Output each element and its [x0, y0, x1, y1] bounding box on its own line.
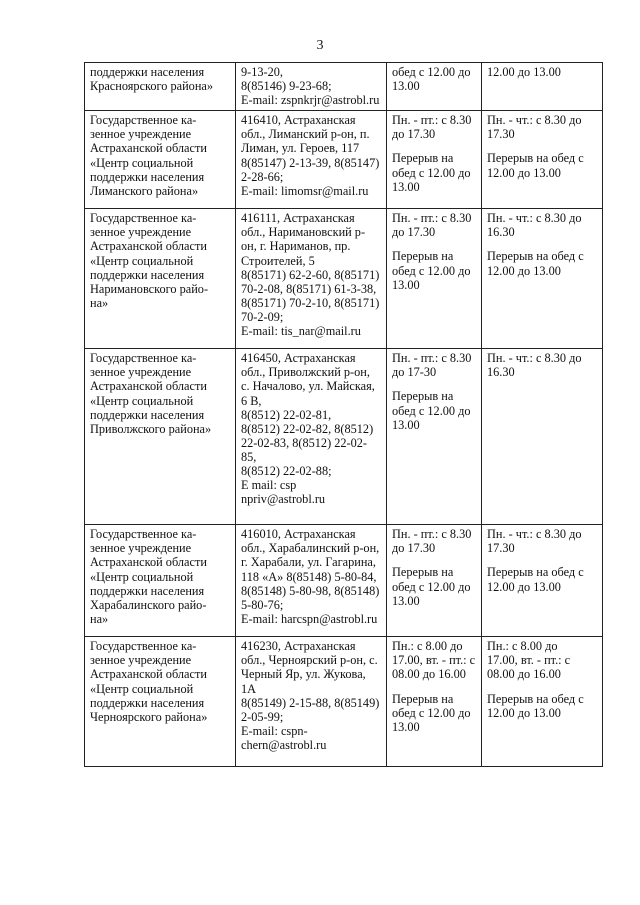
hours-weekday-cell	[387, 63, 482, 111]
organization-name-cell: Государственное ка- зенное учреждение Астраханской области «Центр социальной поддержки населения Харабалинского райо- на»	[85, 525, 236, 637]
break-text: Перерыв на обед с 12.00 до 13.00	[392, 389, 471, 432]
break-text: Перерыв на обед с 12.00 до 13.00	[392, 151, 471, 194]
hours-text: обед с 12.00 до 13.00	[392, 65, 471, 94]
hours-text: Пн. - чт.: с 8.30 до 17.30	[487, 527, 582, 556]
hours-weekday-cell	[387, 111, 482, 209]
hours-text: Пн. - пт.: с 8.30 до 17.30	[392, 527, 472, 556]
organization-name-cell: поддержки населения Красноярского района»	[85, 63, 236, 111]
break-text: Перерыв на обед с 12.00 до 13.00	[392, 249, 471, 292]
table-row	[85, 349, 603, 525]
hours-weekday-cell	[387, 349, 482, 525]
break-text: Перерыв на обед с 12.00 до 13.00	[392, 691, 471, 734]
contacts-cell: 416010, Астраханская обл., Харабалинский р-он, г. Харабали, ул. Гагарина, 118 «А» 8(85148) 5-80-84, 8(85148) 5-80-98, 8(85148) 5-80-76; E-mail: harcspn@astrobl.ru	[236, 525, 387, 637]
contacts-cell: 9-13-20, 8(85146) 9-23-68; E-mail: zspnkrjr@astrobl.ru	[236, 63, 387, 111]
hours-alt-cell	[482, 349, 603, 525]
hours-weekday-cell	[387, 525, 482, 637]
hours-alt-cell	[482, 209, 603, 349]
break-text: Перерыв на обед с 12.00 до 13.00	[487, 151, 584, 180]
hours-text: 12.00 до 13.00	[487, 65, 561, 79]
hours-text: Пн. - пт.: с 8.30 до 17-30	[392, 351, 472, 380]
hours-text: Пн. - пт.: с 8.30 до 17.30	[392, 211, 472, 240]
break-text: Перерыв на обед с 12.00 до 13.00	[487, 249, 584, 278]
hours-alt-cell	[482, 63, 603, 111]
hours-text: Пн. - чт.: с 8.30 до 16.30	[487, 211, 582, 240]
organization-name-cell: Государственное ка- зенное учреждение Астраханской области «Центр социальной поддержки населения Приволжского района»	[85, 349, 236, 525]
hours-text: Пн.: с 8.00 до 17.00, вт. - пт.: с 08.00 до 16.00	[487, 639, 571, 682]
table-row	[85, 209, 603, 349]
hours-text: Пн. - чт.: с 8.30 до 16.30	[487, 351, 582, 380]
hours-text: Пн. - чт.: с 8.30 до 17.30	[487, 113, 582, 142]
social-support-centers-table	[84, 62, 603, 767]
contacts-cell: 416450, Астраханская обл., Приволжский р-он, с. Началово, ул. Майская, 6 В, 8(8512) 22-02-81, 8(8512) 22-02-82, 8(8512) 22-02-83, 8(8512) 22-02- 85, 8(8512) 22-02-88; E mail: csp npriv@astrobl.ru	[236, 349, 387, 525]
organization-name-cell: Государственное ка- зенное учреждение Астраханской области «Центр социальной поддержки населения Лиманского района»	[85, 111, 236, 209]
break-text: Перерыв на обед с 12.00 до 13.00	[392, 565, 471, 608]
table-row	[85, 525, 603, 637]
hours-weekday-cell	[387, 637, 482, 767]
table-row	[85, 63, 603, 111]
hours-alt-cell	[482, 111, 603, 209]
contacts-cell: 416230, Астраханская обл., Черноярский р-он, с. Черный Яр, ул. Жукова, 1А 8(85149) 2-15-88, 8(85149) 2-05-99; E-mail: cspn- chern@astrobl.ru	[236, 637, 387, 767]
table-row	[85, 637, 603, 767]
page-number: 3	[316, 38, 324, 53]
organization-name-cell: Государственное ка- зенное учреждение Астраханской области «Центр социальной поддержки населения Черноярского района»	[85, 637, 236, 767]
hours-weekday-cell	[387, 209, 482, 349]
contacts-cell: 416111, Астраханская обл., Наримановский р- он, г. Нариманов, пр. Строителей, 5 8(85171) 62-2-60, 8(85171) 70-2-08, 8(85171) 61-3-38, 8(85171) 70-2-10, 8(85171) 70-2-09; E-mail: tis_nar@mail.ru	[236, 209, 387, 349]
break-text: Перерыв на обед с 12.00 до 13.00	[487, 691, 584, 720]
organization-name-cell: Государственное ка- зенное учреждение Астраханской области «Центр социальной поддержки населения Наримановского райо- на»	[85, 209, 236, 349]
hours-text: Пн. - пт.: с 8.30 до 17.30	[392, 113, 472, 142]
hours-text: Пн.: с 8.00 до 17.00, вт. - пт.: с 08.00 до 16.00	[392, 639, 476, 682]
hours-alt-cell	[482, 637, 603, 767]
break-text: Перерыв на обед с 12.00 до 13.00	[487, 565, 584, 594]
hours-alt-cell	[482, 525, 603, 637]
contacts-cell: 416410, Астраханская обл., Лиманский р-он, п. Лиман, ул. Героев, 117 8(85147) 2-13-39, 8(85147) 2-28-66; E-mail: limomsr@mail.ru	[236, 111, 387, 209]
table-row	[85, 111, 603, 209]
